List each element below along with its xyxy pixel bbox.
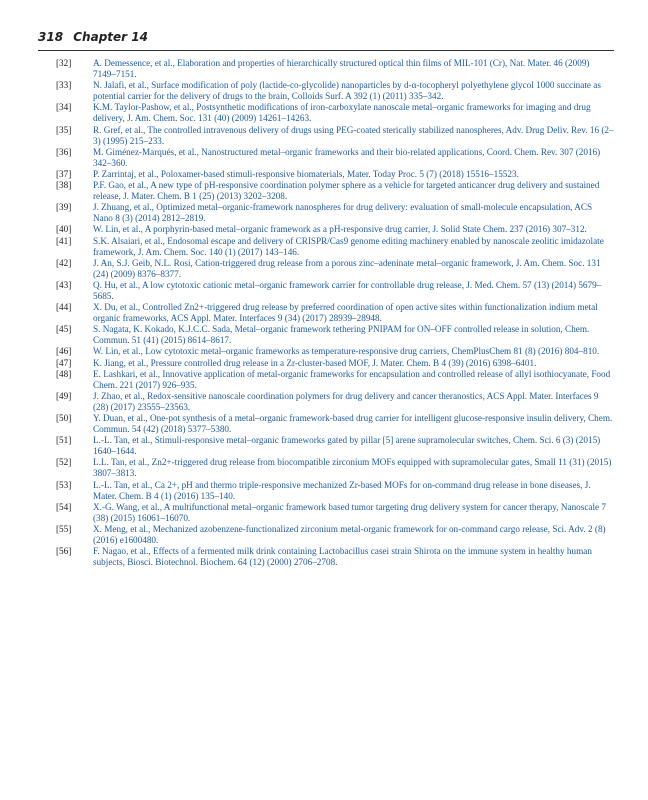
reference-number: [54] [56, 501, 72, 512]
reference-item [38, 180, 614, 202]
reference-link[interactable]: L.L. Tan, et al., Zn2+-triggered drug release from biocompatible zirconium MOFs equipped with supramolecular gates, Small 11 (31) (2015) 3807–3813. [93, 457, 612, 479]
reference-link[interactable]: X. Meng, et al., Mechanized azobenzene-functionalized zirconium metal-organic framework for on-command cargo release, Sci. Adv. 2 (8) (2016) e1600480. [93, 523, 606, 546]
reference-number: [46] [56, 346, 72, 357]
reference-link[interactable]: J. Zhao, et al., Redox-sensitive nanoscale coordination polymers for drug delivery and cancer theranostics, ACS Appl. Mater. Interfaces 9 (28) (2017) 23555–23563. [93, 390, 599, 412]
reference-item [38, 546, 614, 568]
reference-item [38, 358, 614, 369]
running-head [38, 30, 148, 44]
reference-number: [53] [56, 479, 72, 490]
reference-number: [45] [56, 324, 72, 335]
reference-number: [44] [56, 302, 72, 313]
reference-number: [47] [56, 357, 72, 368]
header-rule [38, 50, 614, 51]
reference-list [38, 58, 614, 568]
reference-item [38, 435, 614, 457]
reference-link[interactable]: S.K. Alsaiari, et al., Endosomal escape and delivery of CRISPR/Cas9 genome editing machinery enabled by nanoscale zeolitic imidazolate framework, J. Am. Chem. Soc. 140 (1) (2017) 143–146. [93, 235, 604, 257]
reference-number: [41] [56, 235, 72, 246]
reference-item [38, 202, 614, 224]
reference-item [38, 413, 614, 435]
reference-item [38, 480, 614, 502]
reference-item [38, 502, 614, 524]
reference-number: [40] [56, 224, 72, 235]
reference-number: [39] [56, 202, 72, 213]
reference-number: [48] [56, 368, 72, 379]
reference-link[interactable]: K.M. Taylor-Pashow, et al., Postsynthetic modifications of iron-carboxylate nanoscale metal–organic frameworks for imaging and drug delivery, J. Am. Chem. Soc. 131 (40) (2009) 14261–14263. [93, 102, 591, 124]
reference-link[interactable]: P.F. Gao, et al., A new type of pH-responsive coordination polymer sphere as a vehicle for targeted anticancer drug delivery and sustained release, J. Mater. Chem. B 1 (25) (2013) 3202–3208. [93, 180, 600, 202]
reference-item [38, 58, 614, 80]
reference-number: [49] [56, 390, 72, 401]
reference-number: [38] [56, 180, 72, 191]
reference-number: [42] [56, 257, 72, 268]
reference-link[interactable]: P. Zarrintaj, et al., Poloxamer-based stimuli-responsive biomaterials, Mater. Today Proc. 5 (7) (2018) 15516–15523. [93, 168, 519, 179]
reference-link[interactable]: S. Nagata, K. Kokado, K.J.C.C. Sada, Metal–organic framework tethering PNIPAM for ON–OFF controlled release in solution, Chem. Commun. 51 (41) (2015) 8614–8617. [93, 324, 590, 346]
reference-link[interactable]: J. Zhuang, et al., Optimized metal–organic-framework nanospheres for drug delivery: evaluation of small-molecule encapsulation, ACS Nano 8 (3) (2014) 2812–2819. [93, 202, 593, 224]
reference-number: [52] [56, 457, 72, 468]
reference-number: [55] [56, 523, 72, 534]
reference-number: [33] [56, 80, 72, 91]
reference-number: [36] [56, 146, 72, 157]
reference-number: [50] [56, 413, 72, 423]
reference-link[interactable]: R. Gref, et al., The controlled intravenous delivery of drugs using PEG-coated sterically stabilized nanospheres, Adv. Drug Deliv. Rev. 16 (2–3) (1995) 215–233. [93, 124, 614, 146]
reference-number: [43] [56, 279, 72, 290]
reference-item [38, 147, 614, 169]
reference-number: [32] [56, 58, 72, 68]
reference-item [38, 346, 614, 357]
reference-item [38, 457, 614, 479]
reference-link[interactable]: F. Nagao, et al., Effects of a fermented milk drink containing Lactobacillus casei strain Shirota on the immune system in healthy human subjects, Biosci. Biotechnol. Biochem. 64 (12) (2000) 2706–2708. [93, 546, 592, 568]
reference-link[interactable]: L.-L. Tan, et al., Ca 2+, pH and thermo triple-responsive mechanized Zr-based MOFs for on-command drug release in bone diseases, J. Mater. Chem. B 4 (1) (2016) 135–140. [93, 479, 591, 501]
reference-item [38, 524, 614, 546]
reference-item [38, 224, 614, 235]
reference-link[interactable]: X. Du, et al., Controlled Zn2+-triggered drug release by preferred coordination of open active sites within functionalization indium metal organic frameworks, ACS Appl. Mater. Interfaces 9 (34) (2017) 28939–28948. [93, 302, 598, 324]
reference-item [38, 169, 614, 180]
reference-number: [35] [56, 124, 72, 135]
reference-number: [51] [56, 435, 72, 446]
reference-number: [37] [56, 168, 72, 179]
reference-link[interactable]: L.-L. Tan, et al., Stimuli-responsive metal–organic frameworks gated by pillar [5] arene supramolecular switches, Chem. Sci. 6 (3) (2015) 1640–1644. [93, 435, 601, 457]
reference-item [38, 125, 614, 147]
reference-number: [56] [56, 546, 72, 557]
reference-link[interactable]: X.-G. Wang, et al., A multifunctional metal–organic framework based tumor targeting drug delivery system for cancer therapy, Nanoscale 7 (38) (2015) 16061–16070. [93, 501, 607, 523]
reference-link[interactable]: J. An, S.J. Geib, N.L. Rosi, Cation-triggered drug release from a porous zinc–adeninate metal–organic framework, J. Am. Chem. Soc. 131 (24) (2009) 8376–8377. [93, 257, 601, 279]
reference-item [38, 258, 614, 280]
reference-link[interactable]: M. Giménez-Marqués, et al., Nanostructured metal–organic frameworks and their bio-related applications, Coord. Chem. Rev. 307 (2016) 342–360. [93, 146, 601, 168]
reference-item [38, 369, 614, 391]
reference-link[interactable]: K. Jiang, et al., Pressure controlled drug release in a Zr-cluster-based MOF, J. Mater. Chem. B 4 (39) (2016) 6398–6401. [93, 357, 537, 368]
reference-link[interactable]: E. Lashkari, et al., Innovative application of metal-organic frameworks for encapsulation and controlled release of allyl isothiocyanate, Food Chem. 221 (2017) 926–935. [93, 368, 611, 390]
reference-item [38, 80, 614, 102]
page-number: 318 [38, 30, 64, 44]
reference-item [38, 102, 614, 124]
reference-link[interactable]: Q. Hu, et al., A low cytotoxic cationic metal–organic framework carrier for controllable drug release, J. Med. Chem. 57 (13) (2014) 5679–5685. [93, 279, 602, 301]
reference-link[interactable]: N. Jalafi, et al., Surface modification of poly (lactide-co-glycolide) nanoparticles by d-α-tocopheryl polyethylene glycol 1000 succinate as potential carrier for the delivery of drugs to the brain, Colloids Surf. A 392 (1) (2011) 335–342. [93, 80, 601, 102]
chapter-title: Chapter 14 [73, 30, 148, 44]
reference-item [38, 391, 614, 413]
reference-item [38, 236, 614, 258]
reference-link[interactable]: W. Lin, et al., A porphyrin-based metal–organic framework as a pH-responsive drug carrier, J. Solid State Chem. 237 (2016) 307–312. [93, 224, 587, 235]
reference-number: [34] [56, 102, 72, 113]
reference-link[interactable]: W. Lin, et al., Low cytotoxic metal–organic frameworks as temperature-responsive drug carriers, ChemPlusChem 81 (8) (2016) 804–810. [93, 346, 600, 357]
reference-item [38, 324, 614, 346]
reference-link[interactable]: Y. Duan, et al., One-pot synthesis of a metal–organic framework-based drug carrier for intelligent glucose-responsive insulin delivery, Chem. Commun. 54 (42) (2018) 5377–5380. [93, 413, 613, 435]
reference-link[interactable]: A. Demessence, et al., Elaboration and properties of hierarchically structured optical thin films of MIL-101 (Cr), Nat. Mater. 46 (2009) 7149–7151. [93, 58, 590, 80]
reference-item [38, 280, 614, 302]
reference-item [38, 302, 614, 324]
